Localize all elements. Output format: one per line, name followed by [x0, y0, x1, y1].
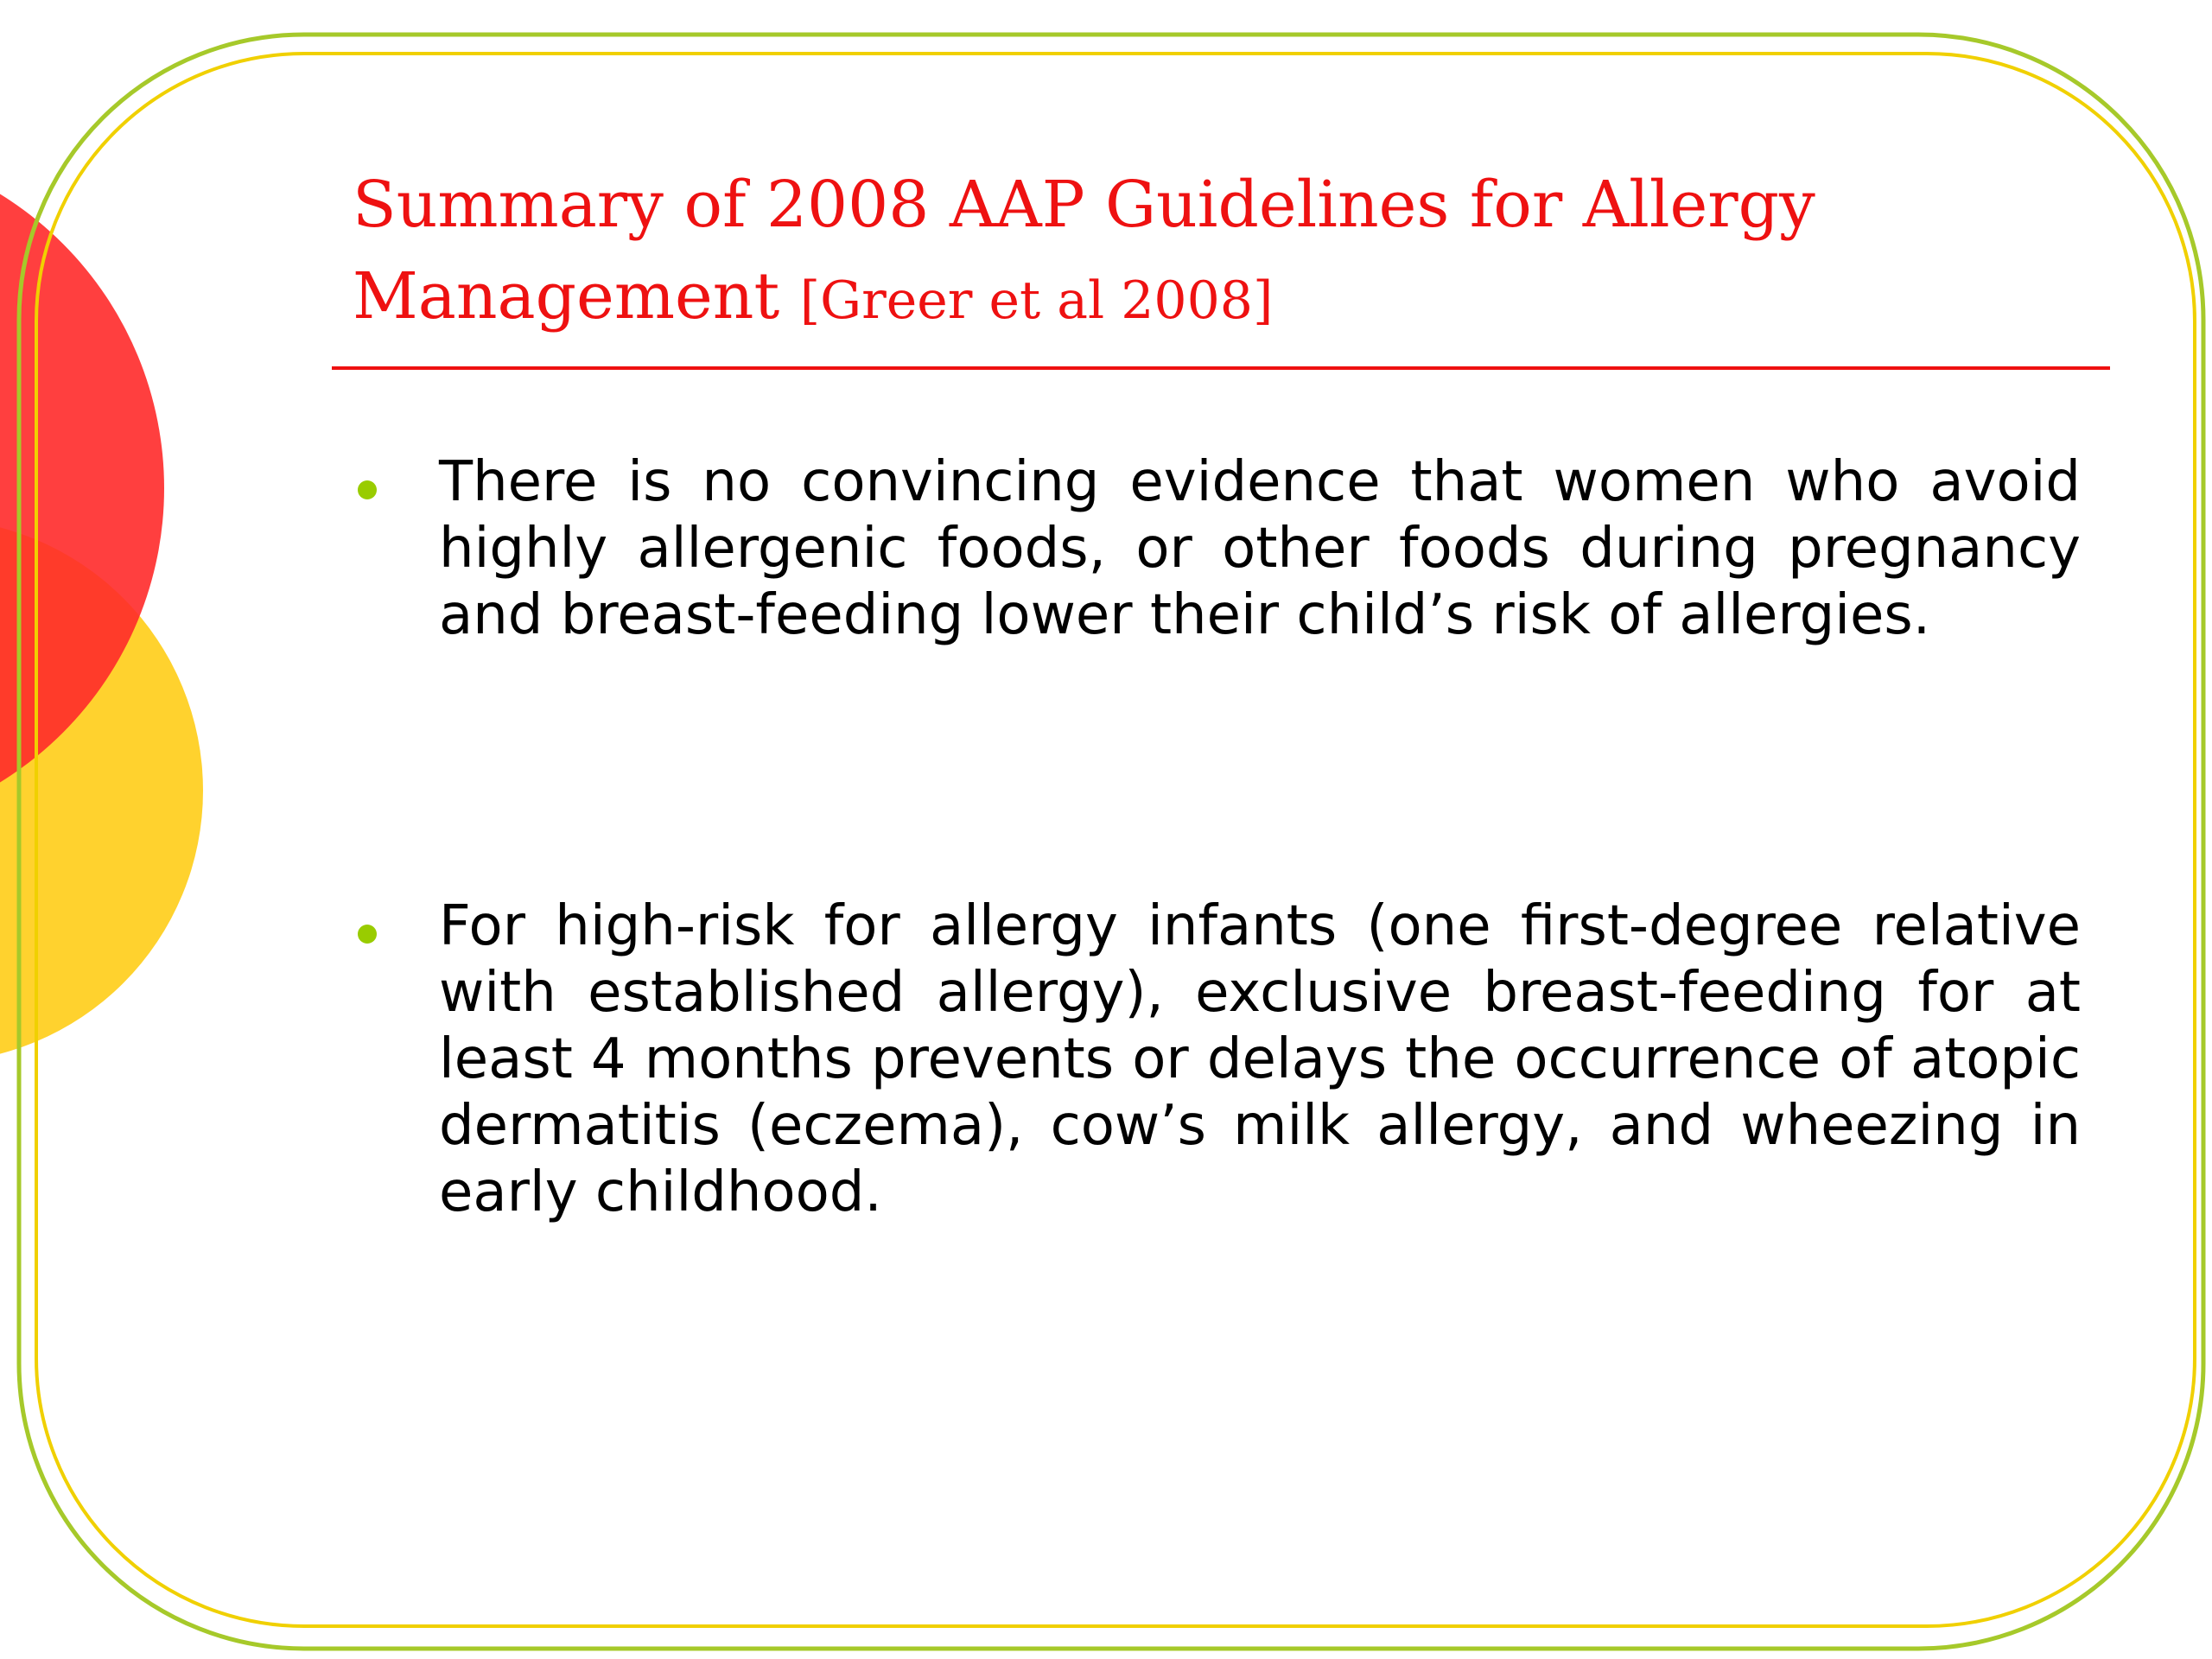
bullet-dot-icon	[358, 480, 377, 499]
slide-title	[353, 159, 2081, 346]
bullet-text: There is no convincing evidence that women who avoid highly allergenic foods, or other foods during pregnancy and breast-feeding lower their child’s risk of allergies.	[439, 450, 2081, 647]
bullet-dot-icon	[358, 925, 377, 944]
slide-title-main: Summary of 2008 AAP Guidelines for Allergy Management	[353, 168, 1815, 334]
title-underline	[332, 366, 2110, 370]
slide-title-citation: [Greer et al 2008]	[799, 270, 1274, 331]
bullet-text: For high-risk for allergy infants (one first-degree relative with established allergy), exclusive breast-feeding for at least 4 months prevents or delays the occurrence of atopic dermatitis (eczema), cow’s milk allergy, and wheezing in early childhood.	[439, 894, 2081, 1224]
